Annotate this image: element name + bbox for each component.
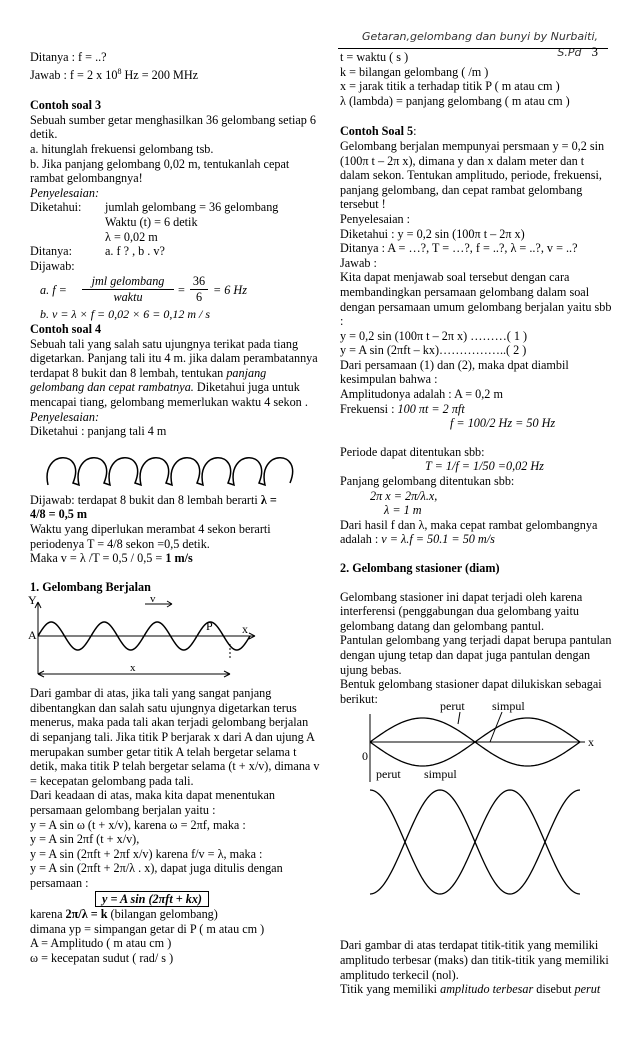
text-line: x = jarak titik a terhadap titik P ( m atau cm ): [340, 79, 560, 94]
paragraph: Dari gambar di atas terdapat titik-titik yang memiliki amplitudo terbesar (maks) dan titik-titik yang memiliki amplitudo terkecil (nol).: [340, 938, 609, 982]
text-line: Panjang gelombang ditentukan sbb:: [340, 474, 515, 489]
rope-wave-curve: [47, 457, 293, 484]
paragraph: Dari persamaan (1) dan (2), maka dpat diambil kesimpulan bahwa :: [340, 357, 569, 387]
equation-line: y = A sin (2πft + 2π/λ . x), dapat juga ditulis dengan persamaan :: [30, 861, 283, 890]
paragraph: Maka v = λ /T = 0,5 / 0,5 = 1 m/s: [30, 551, 193, 566]
paragraph: Titik yang memiliki amplitudo terbesar disebut perut: [340, 982, 601, 997]
running-header: [360, 30, 598, 59]
text-line: λ = 0,02 m: [105, 229, 158, 244]
penyelesaian-label: Penyelesaian:: [30, 185, 100, 200]
text-line: Ditanya : f = ..?: [30, 50, 107, 64]
heading-gelombang-berjalan: 1. Gelombang Berjalan: [30, 579, 151, 594]
text-line: ω = kecepatan sudut ( rad/ s ): [30, 950, 174, 965]
label-a: A: [28, 628, 37, 643]
text-line: dimana yp = simpangan getar di P ( m atau cm ): [30, 921, 265, 936]
diketahui-row: Diketahui: jumlah gelombang = 36 gelombang: [30, 200, 279, 215]
text-line: Diketahui : panjang tali 4 m: [30, 424, 167, 439]
label-y: Y: [28, 593, 37, 608]
text-line: Jawab :: [340, 255, 377, 270]
traveling-wave-figure: [30, 594, 290, 686]
paragraph: Sebuah sumber getar menghasilkan 36 gelombang setiap 6 detik.: [30, 112, 316, 142]
equation-line: T = 1/f = 1/50 =0,02 Hz: [425, 459, 544, 474]
text-line: Waktu (t) = 6 detik: [105, 215, 198, 229]
equation-line: y = A sin (2πft + 2πf x/v) karena f/v = λ, maka :: [30, 846, 263, 861]
heading-gelombang-stasioner: 2. Gelombang stasioner (diam): [340, 561, 500, 575]
text-line: Frekuensi : 100 πt = 2 πft: [340, 401, 465, 416]
text-line: karena 2π/λ = k (bilangan gelombang): [30, 907, 218, 922]
rope-wave-figure: [30, 439, 320, 493]
text-line: Jawab : f = 2 x $10^8$ Hz = 200 MHz: [30, 66, 199, 82]
text-line: Penyelesaian :: [340, 211, 411, 226]
right-column: [340, 50, 612, 997]
paragraph: Sebuah tali yang salah satu ujungnya terikat pada tiang digetarkan. Panjang tali itu 4 m. jika dalam perambatannya terdapat 8 bukit dan 8 lembah, tentukan panjang gelombang dan cepat rambatnya. Diketahui juga untuk mencapai tiang, gelombang memerlukan waktu 4 sekon .: [30, 336, 318, 409]
label-x: x: [588, 735, 594, 750]
text-line: Periode dapat ditentukan sbb:: [340, 444, 485, 459]
penyelesaian-label: Penyelesaian:: [30, 409, 100, 424]
equation-line: y = 0,2 sin (100π t – 2π x) ………( 1 ): [340, 328, 528, 343]
label-simpul-2: simpul: [424, 767, 457, 782]
label-x: x: [242, 622, 248, 637]
label-p: P: [206, 619, 213, 634]
formula-frequency: a. f = jml gelombang waktu = 36 6 = 6 Hz: [40, 274, 247, 305]
paragraph: b. Jika panjang gelombang 0,02 m, tentukanlah cepat rambat gelombangnya!: [30, 156, 290, 186]
paragraph: Gelombang stasioner ini dapat terjadi oleh karena interferensi (penggabungan dua gelombang yaitu gelombang datang dan gelombang pantul.: [340, 589, 583, 633]
text-line: Diketahui : y = 0,2 sin (100π t – 2π x): [340, 226, 525, 241]
page-number: 3: [591, 43, 598, 59]
label-perut: perut: [440, 699, 465, 714]
running-title: Getaran,gelombang dan bunyi by Nurbaiti, S.Pd: [361, 30, 598, 59]
standing-wave-figure: [340, 699, 612, 938]
header-rule: [338, 48, 608, 49]
equation-line: 2π x = 2π/λ.x,: [370, 488, 438, 503]
text-line: λ (lambda) = panjang gelombang ( m atau cm ): [340, 93, 570, 108]
heading-contoh-3: Contoh soal 3: [30, 98, 102, 113]
heading-contoh-5: Contoh Soal 5:: [340, 124, 417, 139]
paragraph: a. hitunglah frekuensi gelombang tsb.: [30, 142, 214, 157]
text-line: A = Amplitudo ( m atau cm ): [30, 936, 172, 951]
text-line: 4/8 = 0,5 m: [30, 507, 88, 522]
left-column: [30, 50, 320, 966]
paragraph: Dari keadaan di atas, maka kita dapat menentukan persamaan gelombang berjalan yaitu :: [30, 788, 275, 818]
equation-line: y = A sin ω (t + x/v), karena ω = 2πf, maka :: [30, 817, 246, 832]
paragraph: Waktu yang diperlukan merambat 4 sekon berarti periodenya T = 4/8 sekon =0,5 detik.: [30, 521, 271, 551]
equation-line: y = A sin 2πf (t + x/v),: [30, 832, 140, 847]
paragraph: Kita dapat menjawab soal tersebut dengan cara membandingkan persamaan gelombang dalam soal dengan persamaan umum gelombang berjalan yaitu sbb :: [340, 270, 612, 329]
text-line: t = waktu ( s ): [340, 50, 409, 64]
text-line: Dijawab:: [30, 258, 75, 273]
label-origin: 0: [362, 749, 368, 764]
heading-contoh-4: Contoh soal 4: [30, 321, 102, 336]
label-v: v: [150, 593, 156, 606]
paragraph: Bentuk gelombang stasioner dapat dilukiskan sebagai berikut:: [340, 677, 602, 706]
equation-line: f = 100/2 Hz = 50 Hz: [450, 416, 556, 431]
text-line: Ditanya : A = …?, T = …?, f = ..?, λ = ..?, v = ..?: [340, 241, 578, 256]
text-line: k = bilangan gelombang ( /m ): [340, 64, 489, 79]
equation-line: λ = 1 m: [384, 503, 422, 518]
standing-wave-lower-lower: [370, 790, 580, 894]
text-line: Amplitudonya adalah : A = 0,2 m: [340, 387, 503, 402]
paragraph: Dari gambar di atas, jika tali yang sangat panjang dibentangkan dan salah satu ujungnya digetarkan terus menerus, maka pada tali akan terjadi gelombang berjalan di sepanjang tali. Jika titik P berjarak x dari A dan ujung A merupakan sumber getar titik A telah bergetar selama t detik, maka titik P telah bergetar selama (t + x/v), dimana v = kecepatan gelombang pada tali.: [30, 686, 320, 788]
formula-velocity: b. v = λ × f = 0,02 × 6 = 0,12 m / s: [40, 307, 211, 322]
paragraph: Dari hasil f dan λ, maka cepat rambat gelombangnya adalah : v = λ.f = 50.1 = 50 m/s: [340, 517, 598, 547]
label-x-distance: x: [130, 662, 136, 675]
paragraph: Gelombang berjalan mempunyai persmaan y = 0,2 sin (100π t – 2π x), dimana y dan x dalam meter dan t dalam sekon. Tentukan amplitudo, periode, frekuensi, panjang gelombang, dan cepat rambat gelombang tersebut !: [340, 138, 605, 212]
ditanya-row: Ditanya: a. f ? , b . v?: [30, 244, 165, 259]
paragraph: Dijawab: terdapat 8 bukit dan 8 lembah berarti λ =: [30, 492, 277, 507]
boxed-equation: y = A sin (2πft + kx): [95, 891, 209, 908]
label-perut-2: perut: [376, 767, 401, 782]
label-simpul: simpul: [492, 699, 525, 714]
paragraph: Pantulan gelombang yang terjadi dapat berupa pantulan dengan ujung tetap dan dapat juga pantulan dengan ujung bebas.: [340, 633, 612, 677]
equation-line: y = A sin (2πft – kx)……………..( 2 ): [340, 343, 527, 358]
